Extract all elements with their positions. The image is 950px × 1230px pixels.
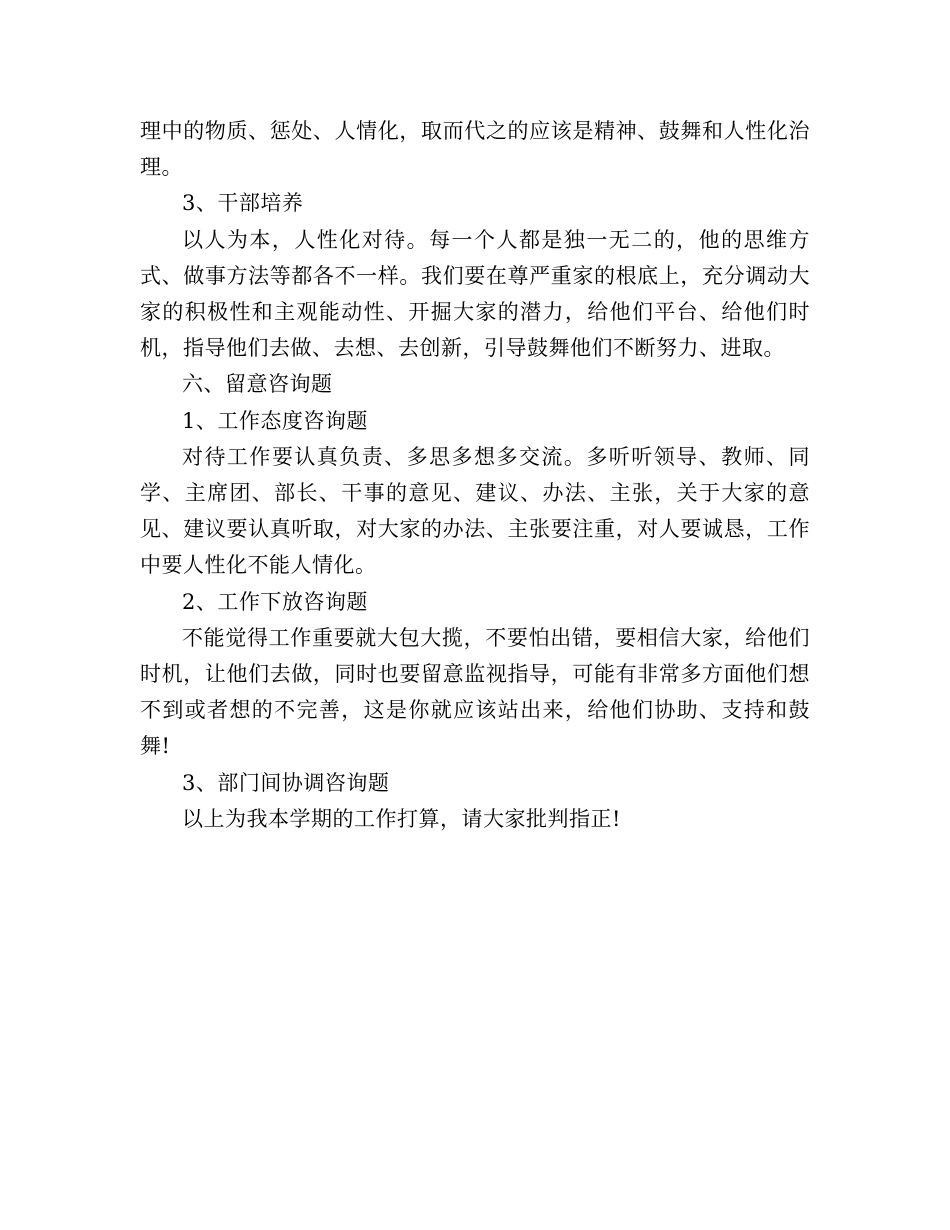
heading-cadre-training: 3、干部培养 — [182, 191, 304, 216]
paragraph-work-attitude: 对待工作要认真负责、多思多想多交流。多听听领导、教师、同学、主席团、部长、干事的意见、建议、办法、主张，关于大家的意见、建议要认真听取，对大家的办法、主张要注重，对人要诚恳，工作中要人性化不能人情化。 — [140, 444, 810, 578]
heading-work-attitude: 1、工作态度咨询题 — [182, 408, 368, 433]
document-body — [140, 113, 810, 837]
paragraph-closing: 以上为我本学期的工作打算，请大家批判指正! — [182, 806, 621, 831]
heading-issues: 六、留意咨询题 — [182, 372, 333, 397]
paragraph-delegation: 不能觉得工作重要就大包大揽，不要怕出错，要相信大家，给他们时机，让他们去做，同时也要留意监视指导，可能有非常多方面他们想不到或者想的不完善，这是你就应该站出来，给他们协助、支持和鼓舞! — [140, 625, 810, 759]
heading-delegation: 2、工作下放咨询题 — [182, 589, 368, 614]
paragraph-cadre-training: 以人为本，人性化对待。每一个人都是独一无二的，他的思维方式、做事方法等都各不一样。我们要在尊严重家的根底上，充分调动大家的积极性和主观能动性、开掘大家的潜力，给他们平台、给他们时机，指导他们去做、去想、去创新，引导鼓舞他们不断努力、进取。 — [140, 227, 810, 361]
paragraph-continuation: 理中的物质、惩处、人情化，取而代之的应该是精神、鼓舞和人性化治理。 — [140, 119, 810, 180]
heading-coordination: 3、部门间协调咨询题 — [182, 770, 390, 795]
